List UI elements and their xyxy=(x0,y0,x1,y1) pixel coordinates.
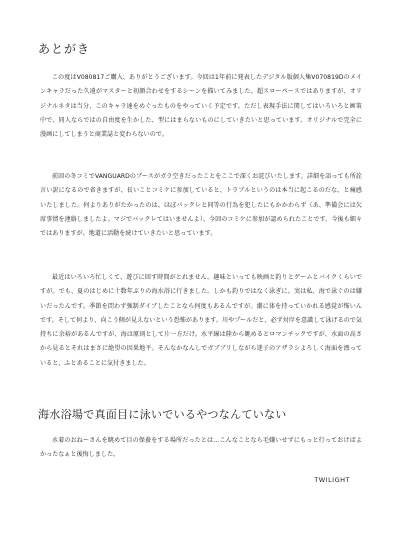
body-paragraph-2: 前回の冬コミでVANGUARDのブースがガラ空きだったことをここで深くお詫びいたします。詳細を語っても所詮言い訳になるので省きますが、長いことコミケに参加していると、トラブルというのは本当に起こるのだな、と痛感いたしました。何よりありがたかったのは、ほぼパックレと同等の行為を犯したにもかかわらず（あ、準備会には欠席事情を連絡しましたよ。マジでバックレてはいませんよ）、今回のコミケに参加が認められたことです。今後も細々ではありますが、地道に活動を続けていきたいと思っています。 xyxy=(40,173,362,238)
author-signature: TWILIGHT xyxy=(314,476,350,484)
section-heading: 海水浴場で真面目に泳いでいるやつなんていない xyxy=(38,408,287,421)
body-paragraph-1: この度はV080817ご購入、ありがとうございます。今回は1年前に発表したデジタル版個人集V070819Dのメインキャラだった久遠がマスターと初顔合わせをするシーンを描いてみました。超スローペースではありますが、オリジナルネタは当分、このキャラ達をめぐったものをやっていく予定です。ただし表現手法に関してはいろいろと画策中で、同人ならではの自由度を生かした、型にはまらないものにしていきたいと思っています。オリジナルで完全に漫画にしてしまうと商業誌と変わらないので。 xyxy=(40,74,362,139)
closing-paragraph: 水着のおねーさんを眺めて目の保養をする場所だったとは…こんなことなら毛嫌いせずにもっと行っておけばよかったなぁと後悔しました。 xyxy=(40,437,362,459)
page-title: あとがき xyxy=(38,42,91,56)
body-paragraph-3: 最近はいろいろ忙しくて、遊びに回す時間がとれません。趣味といっても映画と釣りとゲームとバイクくらいですが。でも、夏のはじめに十数年ぶりの海水浴に行きました。しかも釣りではなく泳ぎに。実は私、海で泳ぐのは嫌いだったんです。季節を問わず強制ダイブしたことなら何度もあるんですが。潮に体を持っていかれる感覚が怖いんです。そして何より、向こう側が見えないという恐怖があります。川やプールだと、必ず対岸を意識して泳げるので気持ちに余裕があるんですが、海は原則として片一方だけ。水平線は陸から眺めるとロマンチックですが、水面の高さから見るとそれはまさに絶望の因果地平。そんなかなんしでガブブリしながら迷子のアザラシよろしく海面を漂っていると、ふとあることに気付きました。 xyxy=(40,274,362,367)
